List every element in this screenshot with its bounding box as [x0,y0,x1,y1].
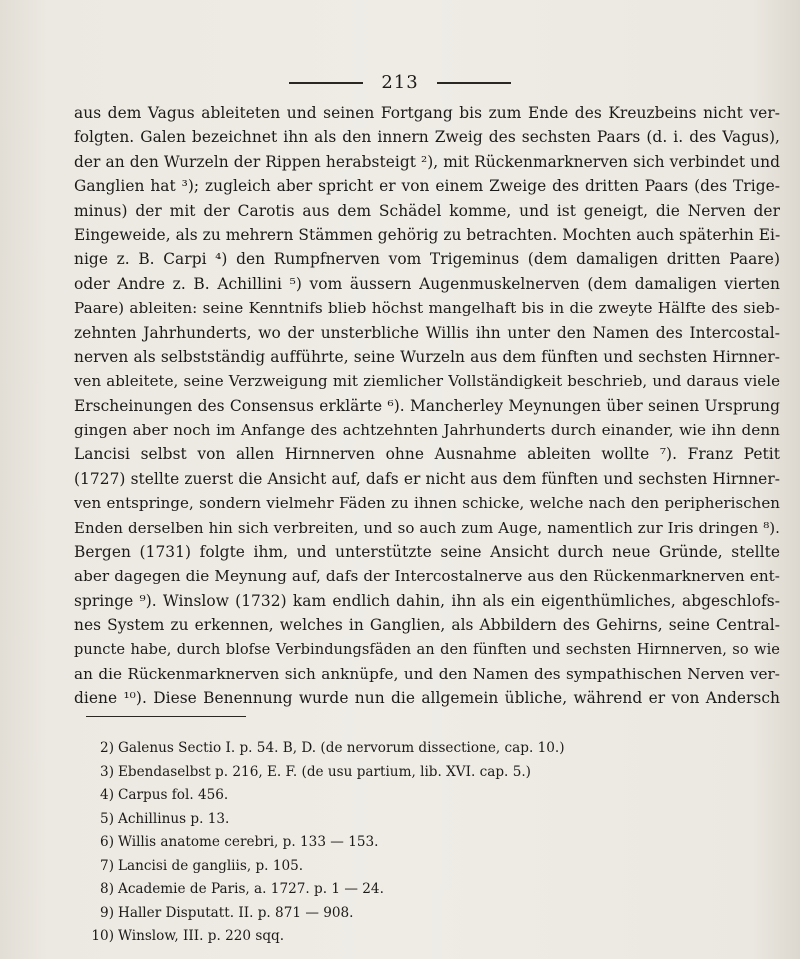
body-line: Ganglien hat ³); zugleich aber spricht er von einem Zweige des dritten Paars (des Trige- [74,177,780,196]
body-line: an die Rückenmarknerven sich anknüpfe, und den Namen des sympathischen Nerven ver- [74,664,780,683]
footnotes [88,737,648,949]
footnote-number: 8) [100,881,114,897]
page-number: 213 [381,72,419,93]
body-line: Bergen (1731) folgte ihm, und unterstützte seine Ansicht durch neue Gründe, stellte [74,543,780,562]
body-line: Enden derselben hin sich verbreiten, und so auch zum Auge, namentlich zur Iris dringen ⁸). [74,518,780,537]
footnote [88,925,648,949]
body-line: diene ¹⁰). Diese Benennung wurde nun die allgemein übliche, während er von Andersch [74,689,780,708]
header-rule-right [437,82,511,84]
footnote [88,831,648,855]
footnote-number: 4) [100,787,114,803]
body-line: springe ⁹). Winslow (1732) kam endlich dahin, ihn als ein eigenthümliches, abgeschlofs- [74,591,780,610]
footnote-number: 5) [100,810,114,827]
footnote-number: 2) [100,740,114,756]
footnote-text: Winslow, III. p. 220 sqq. [118,928,285,944]
body-line: nige z. B. Carpi ⁴) den Rumpfnerven vom Trigeminus (dem damaligen dritten Paare) [74,250,780,269]
body-line: Paare) ableiten: seine Kenntnifs blieb höchst mangelhaft bis in die zweyte Hälfte des sieb- [74,299,780,318]
body-line: Lancisi selbst von allen Hirnnerven ohne Ausnahme ableiten wollte ⁷). Franz Petit [74,445,780,464]
body-line: nes System zu erkennen, welches in Ganglien, als Abbildern des Gehirns, seine Central- [74,616,780,635]
body-line: zehnten Jahrhunderts, wo der unsterbliche Willis ihn unter den Namen des Intercostal- [74,323,780,342]
page-header [0,72,800,93]
footnote [88,855,648,879]
footnote-number: 6) [100,834,114,850]
footnote-text: Galenus Sectio I. p. 54. B, D. (de nervorum dissectione, cap. 10.) [118,740,565,756]
footnote-text: Carpus fol. 456. [118,787,229,803]
footnote-text: Lancisi de gangliis, p. 105. [118,857,304,874]
footnote-number: 9) [100,904,114,921]
footnote [88,784,648,808]
footnote-rule [86,716,246,717]
body-line: ven ableitete, seine Verzweigung mit ziemlicher Vollständigkeit beschrieb, und daraus viele [74,372,780,391]
body-line: Erscheinungen des Consensus erklärte ⁶). Mancherley Meynungen über seinen Ursprung [74,396,780,415]
body-line: Eingeweide, als zu mehrern Stämmen gehörig zu betrachten. Mochten auch späterhin Ei- [74,225,781,244]
footnote [88,878,648,902]
body-line: gingen aber noch im Anfange des achtzehnten Jahrhunderts durch einander, wie ihn denn [74,421,780,440]
footnote-number: 3) [100,763,114,780]
footnote-number: 10) [91,928,114,944]
footnote [88,902,648,926]
footnote [88,761,648,785]
footnote-text: Ebendaselbst p. 216, E. F. (de usu partium, lib. XVI. cap. 5.) [118,763,531,780]
body-line: (1727) stellte zuerst die Ansicht auf, dafs er nicht aus dem fünften und sechsten Hirnner- [74,469,780,488]
header-rule-left [289,82,363,84]
body-text [74,101,780,711]
body-line: folgten. Galen bezeichnet ihn als den innern Zweig des sechsten Paars (d. i. des Vagus), [74,128,780,147]
body-line: puncte habe, durch blofse Verbindungsfäden an den fünften und sechsten Hirnnerven, so wie [74,640,780,658]
body-line: oder Andre z. B. Achillini ⁵) vom äussern Augenmuskelnerven (dem damaligen vierten [74,274,780,293]
footnote-text: Academie de Paris, a. 1727. p. 1 — 24. [118,881,384,897]
body-line: der an den Wurzeln der Rippen herabsteigt ²), mit Rückenmarknerven sich verbindet und [74,152,780,171]
body-line: ven entspringe, sondern vielmehr Fäden zu ihnen schicke, welche nach den peripherischen [74,494,780,513]
footnote [88,737,648,761]
body-line: aus dem Vagus ableiteten und seinen Fortgang bis zum Ende des Kreuzbeins nicht ver- [74,104,780,122]
body-line: minus) der mit der Carotis aus dem Schädel komme, und ist geneigt, die Nerven der [74,201,780,220]
body-line: aber dagegen die Meynung auf, dafs der Intercostalnerve aus den Rückenmarknerven ent- [74,567,780,586]
footnote-text: Willis anatome cerebri, p. 133 — 153. [118,834,379,850]
body-line: nerven als selbstständig aufführte, seine Wurzeln aus dem fünften und sechsten Hirnner- [74,347,780,366]
footnote [88,808,648,832]
footnote-text: Haller Disputatt. II. p. 871 — 908. [118,904,354,921]
footnote-text: Achillinus p. 13. [118,810,230,827]
footnote-number: 7) [100,857,114,874]
